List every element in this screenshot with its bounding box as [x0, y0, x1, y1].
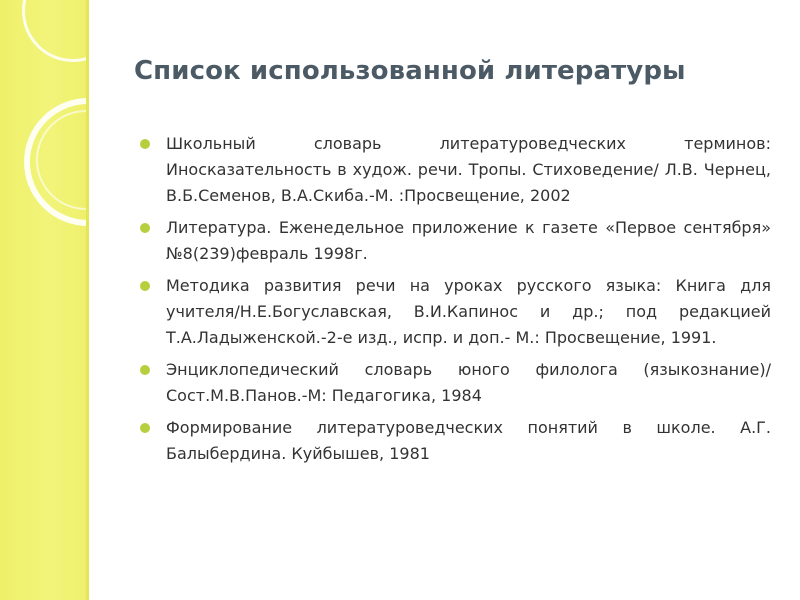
decorative-side-band: [0, 0, 88, 600]
reference-item: [140, 131, 771, 209]
bullet-icon: [140, 139, 150, 149]
reference-item: [140, 357, 771, 409]
reference-list: [140, 131, 771, 473]
bullet-icon: [140, 223, 150, 233]
reference-text: Формирование литературоведческих понятий в школе. А.Г. Балыбердина. Куйбышев, 1981: [166, 418, 771, 463]
side-band-edge: [86, 0, 89, 600]
reference-text: Энциклопедический словарь юного филолога (языкознание)/Сост.М.В.Панов.-М: Педагогика, 1984: [166, 360, 771, 405]
decorative-ring-small: [22, 0, 88, 62]
bullet-icon: [140, 365, 150, 375]
bullet-icon: [140, 423, 150, 433]
reference-text: Методика развития речи на уроках русского языка: Книга для учителя/Н.Е.Богуславская, В.И.Капинос и др.; под редакцией Т.А.Ладыженской.-2-е изд., испр. и доп.- М.: Просвещение, 1991.: [166, 276, 771, 347]
bullet-icon: [140, 281, 150, 291]
reference-text: Школьный словарь литературоведческих терминов: Иносказательность в худож. речи. Тропы. Стиховедение/ Л.В. Чернец, В.Б.Семенов, В.А.Скиба.-М. :Просвещение, 2002: [166, 134, 771, 205]
reference-text: Литература. Еженедельное приложение к газете «Первое сентября» №8(239)февраль 1998г.: [166, 218, 771, 263]
reference-item: [140, 415, 771, 467]
reference-item: [140, 215, 771, 267]
reference-item: [140, 273, 771, 351]
slide-title: Список использованной литературы: [134, 56, 686, 86]
